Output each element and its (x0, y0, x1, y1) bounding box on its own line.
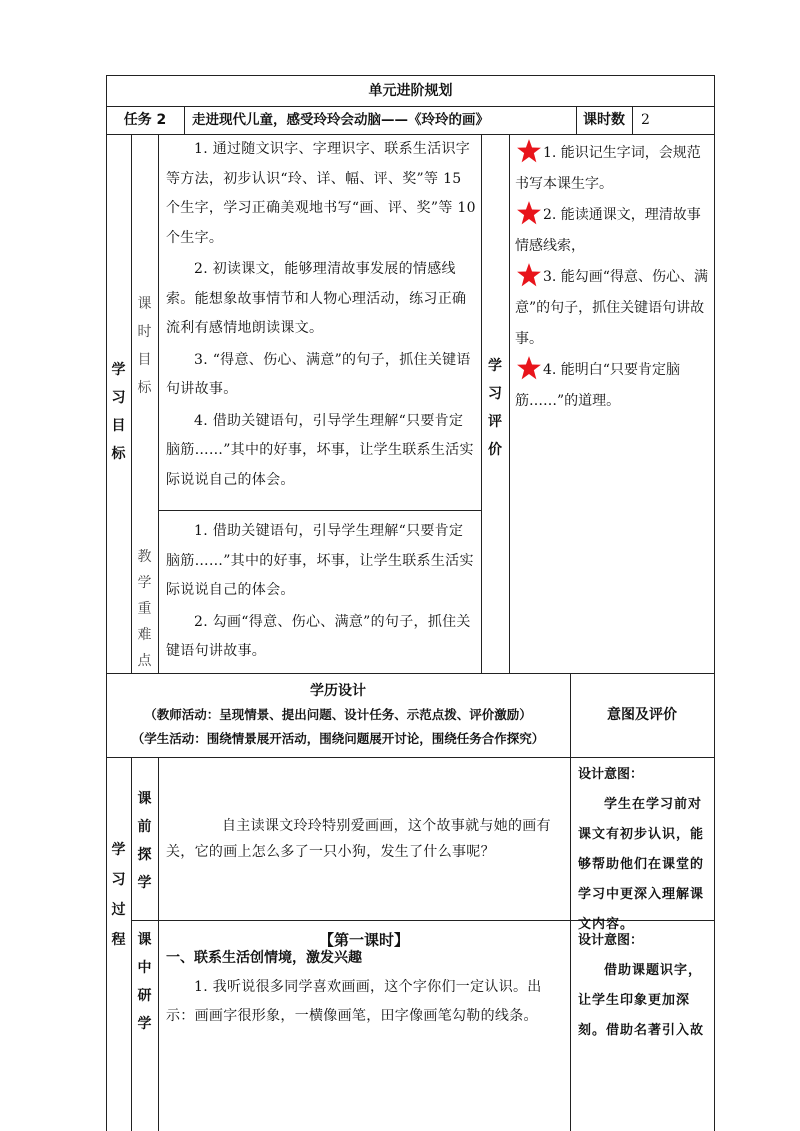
eval-item: 1. 能识记生字词，会规范书写本课生字。 (515, 145, 701, 192)
lesson-goal-item: 4. 借助关键语句，引导学生理解“只要肯定脑筋……”其中的好事，坏事，让学生联系生活实际说说自己的体会。 (166, 412, 474, 488)
lesson-title: 【第一课时】 (318, 931, 409, 949)
eval-item: 3. 能勾画“得意、伤心、满意”的句子，抓住关键语句讲故事。 (515, 269, 708, 347)
focus-label (131, 544, 158, 674)
goals-side-label (106, 356, 131, 468)
mid-intent-title: 设计意图： (578, 933, 644, 948)
table-rule (184, 106, 185, 134)
focus-label-text: 教学重难点 (137, 549, 152, 669)
table-rule (158, 510, 481, 511)
pre-intent-title: 设计意图： (578, 767, 644, 782)
table-border-left (106, 75, 107, 1131)
focus-item: 2. 勾画“得意、伤心、满意”的句子，抓住关键语句讲故事。 (166, 613, 471, 659)
lesson-goal-item: 1. 通过随文识字、字理识字、联系生活识字等方法，初步认识“玲、详、幅、评、奖”等 15 个生字，学习正确美观地书写“画、评、奖”等 10 个生字。 (166, 141, 476, 246)
pre-study-label (131, 785, 158, 897)
eval-item: 2. 能读通课文，理清故事情感线索， (515, 207, 701, 254)
design-teacher: （教师活动：呈现情景、提出问题、设计任务、示范点拨、评价激励） (144, 707, 532, 722)
intent-header: 意图及评价 (607, 707, 677, 723)
design-student: （学生活动：围绕情景展开活动，围绕问题展开讨论，围绕任务合作探究） (131, 731, 545, 746)
process-side-label-text: 学习过程 (111, 842, 126, 948)
section-title: 一、联系生活创情境，激发兴趣 (166, 950, 362, 966)
hours-label: 课时数 (583, 112, 625, 128)
hours-value: 2 (641, 112, 650, 128)
design-title: 学历设计 (310, 683, 366, 699)
table-rule (509, 134, 510, 673)
eval-label (481, 352, 509, 464)
mid-study-label (131, 926, 158, 1038)
table-rule (106, 673, 715, 674)
pre-intent-text: 学生在学习前对课文有初步认识，能够帮助他们在课堂的学习中更深入理解课文内容。 (578, 797, 705, 932)
focus-item: 1. 借助关键语句，引导学生理解“只要肯定脑筋……”其中的好事，坏事，让学生联系生活实际说说自己的体会。 (166, 523, 474, 598)
mid-intent-text: 借助课题识字，让学生印象更加深刻。借助名著引入故 (578, 963, 705, 1038)
mid-study-label-text: 课中研学 (137, 932, 152, 1032)
lesson-goal-item: 3. “得意、伤心、满意”的句子，抓住关键语句讲故事。 (166, 351, 471, 397)
eval-label-text: 学习评价 (488, 358, 502, 458)
lesson-goal-label-text: 课时目标 (137, 296, 152, 396)
table-rule (570, 673, 571, 1131)
lesson-goal-label (131, 290, 158, 402)
task-label: 任务 2 (123, 112, 167, 128)
pre-study-label-text: 课前探学 (137, 791, 152, 891)
task-name: 走进现代儿童，感受玲玲会动脑——《玲玲的画》 (192, 112, 489, 128)
process-side-label (106, 835, 131, 955)
eval-item: 4. 能明白“只要肯定脑筋……”的道理。 (515, 362, 680, 409)
table-rule (158, 134, 159, 673)
eval-list (515, 138, 710, 417)
goals-side-label-text: 学习目标 (111, 362, 126, 462)
focus-list (166, 517, 476, 667)
lesson-goal-list (166, 135, 476, 495)
mid-study-text: 1. 我听说很多同学喜欢画画，这个字你们一定认识。出示：画画字很形象，一横像画笔，田字像画笔勾勒的线条。 (166, 979, 542, 1024)
pre-study-text: 自主读课文玲玲特别爱画画，这个故事就与她的画有关，它的画上怎么多了一只小狗，发生了什么事呢？ (166, 818, 551, 860)
table-rule (632, 106, 633, 134)
lesson-goal-item: 2. 初读课文，能够理清故事发展的情感线索。能想象故事情节和人物心理活动，练习正确流利有感情地朗读课文。 (166, 261, 467, 336)
table-title: 单元进阶规划 (368, 83, 453, 99)
table-rule (106, 757, 715, 758)
table-border-right (714, 75, 715, 1131)
